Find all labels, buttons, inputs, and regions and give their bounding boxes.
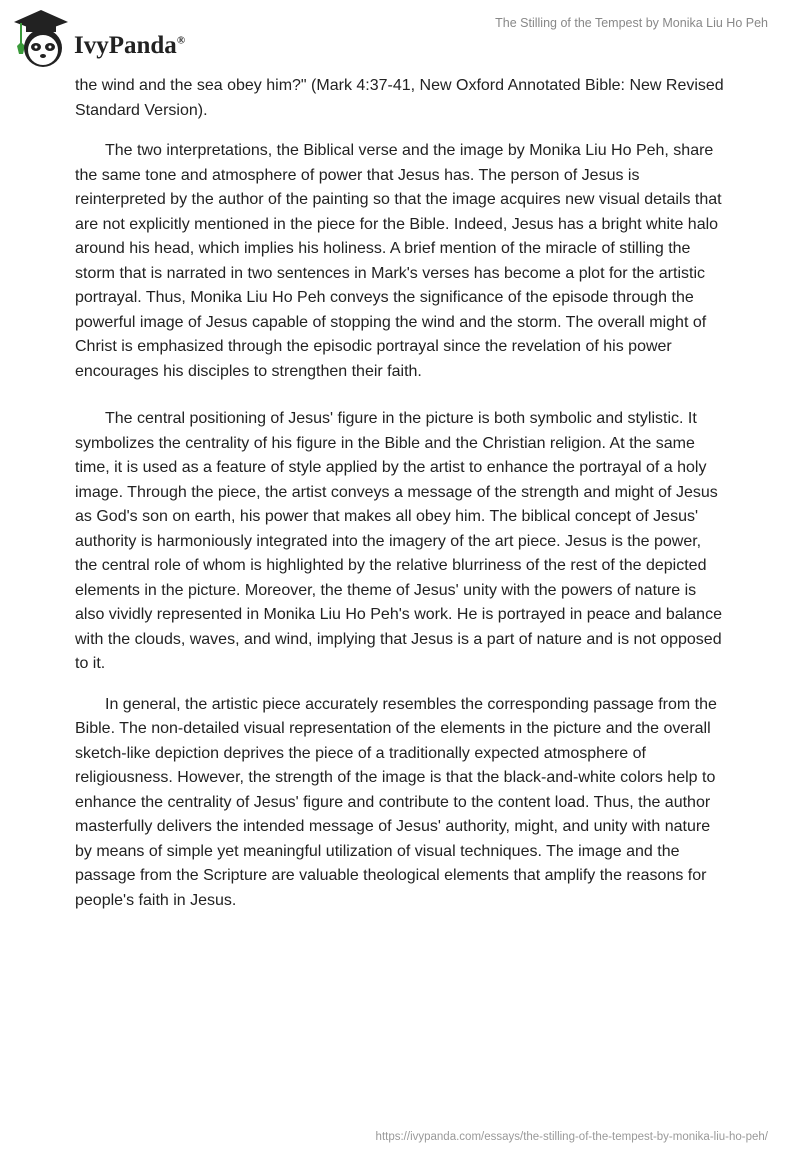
registered-mark: ® xyxy=(176,34,186,47)
logo-text xyxy=(74,32,185,60)
logo-name: IvyPanda xyxy=(74,32,177,59)
ivypanda-logo[interactable] xyxy=(12,8,185,70)
paragraph: The central positioning of Jesus' figure in the picture is both symbolic and stylistic. It symbolizes the centrality of his figure in the Bible and the Christian religion. At the same time, it is used as a feature of style applied by the artist to enhance the portrayal of a holy image. Through the piece, the artist conveys a message of the strength and might of Jesus as God's son on earth, his power that makes all obey him. The biblical concept of Jesus' authority is harmoniously integrated into the imagery of the art piece. Jesus is the power, the central role of whom is highlighted by the relative blurriness of the rest of the depicted elements in the picture. Moreover, the theme of Jesus' unity with the powers of nature is also vividly represented in Monika Liu Ho Peh's work. He is portrayed in peace and balance with the clouds, waves, and wind, implying that Jesus is a part of nature and is not opposed to it. xyxy=(75,410,722,672)
paragraph: the wind and the sea obey him?" (Mark 4:37-41, New Oxford Annotated Bible: New Revised Standard Version). xyxy=(75,77,724,119)
paragraph: The two interpretations, the Biblical verse and the image by Monika Liu Ho Peh, share the same tone and atmosphere of power that Jesus has. The person of Jesus is reinterpreted by the author of the painting so that the image acquires new visual details that are not explicitly mentioned in the piece for the Bible. Indeed, Jesus has a bright white halo around his head, which implies his holiness. A brief mention of the miracle of stilling the storm that is narrated in two sentences in Mark's verses has become a plot for the artistic portrayal. Thus, Monika Liu Ho Peh conveys the significance of the episode through the powerful image of Jesus capable of stopping the wind and the storm. The overall might of Christ is emphasized through the episodic portrayal since the revelation of his power encourages his disciples to strengthen their faith. xyxy=(75,142,722,380)
source-url[interactable]: https://ivypanda.com/essays/the-stilling-of-the-tempest-by-monika-liu-ho-peh/ xyxy=(375,1131,768,1143)
document-title: The Stilling of the Tempest by Monika Liu Ho Peh xyxy=(495,16,768,30)
panda-graduate-icon xyxy=(12,8,70,70)
essay-body xyxy=(75,74,727,929)
paragraph: In general, the artistic piece accurately resembles the corresponding passage from the Bible. The non-detailed visual representation of the elements in the picture and the overall sketch-like depiction deprives the piece of a traditionally expected atmosphere of religiousness. However, the strength of the image is that the black-and-white colors help to enhance the centrality of Jesus' figure and contribute to the content load. Thus, the author masterfully delivers the intended message of Jesus' authority, might, and unity with nature by means of simple yet meaningful utilization of visual techniques. The image and the passage from the Scripture are valuable theological elements that amplify the reasons for people's faith in Jesus. xyxy=(75,695,717,909)
